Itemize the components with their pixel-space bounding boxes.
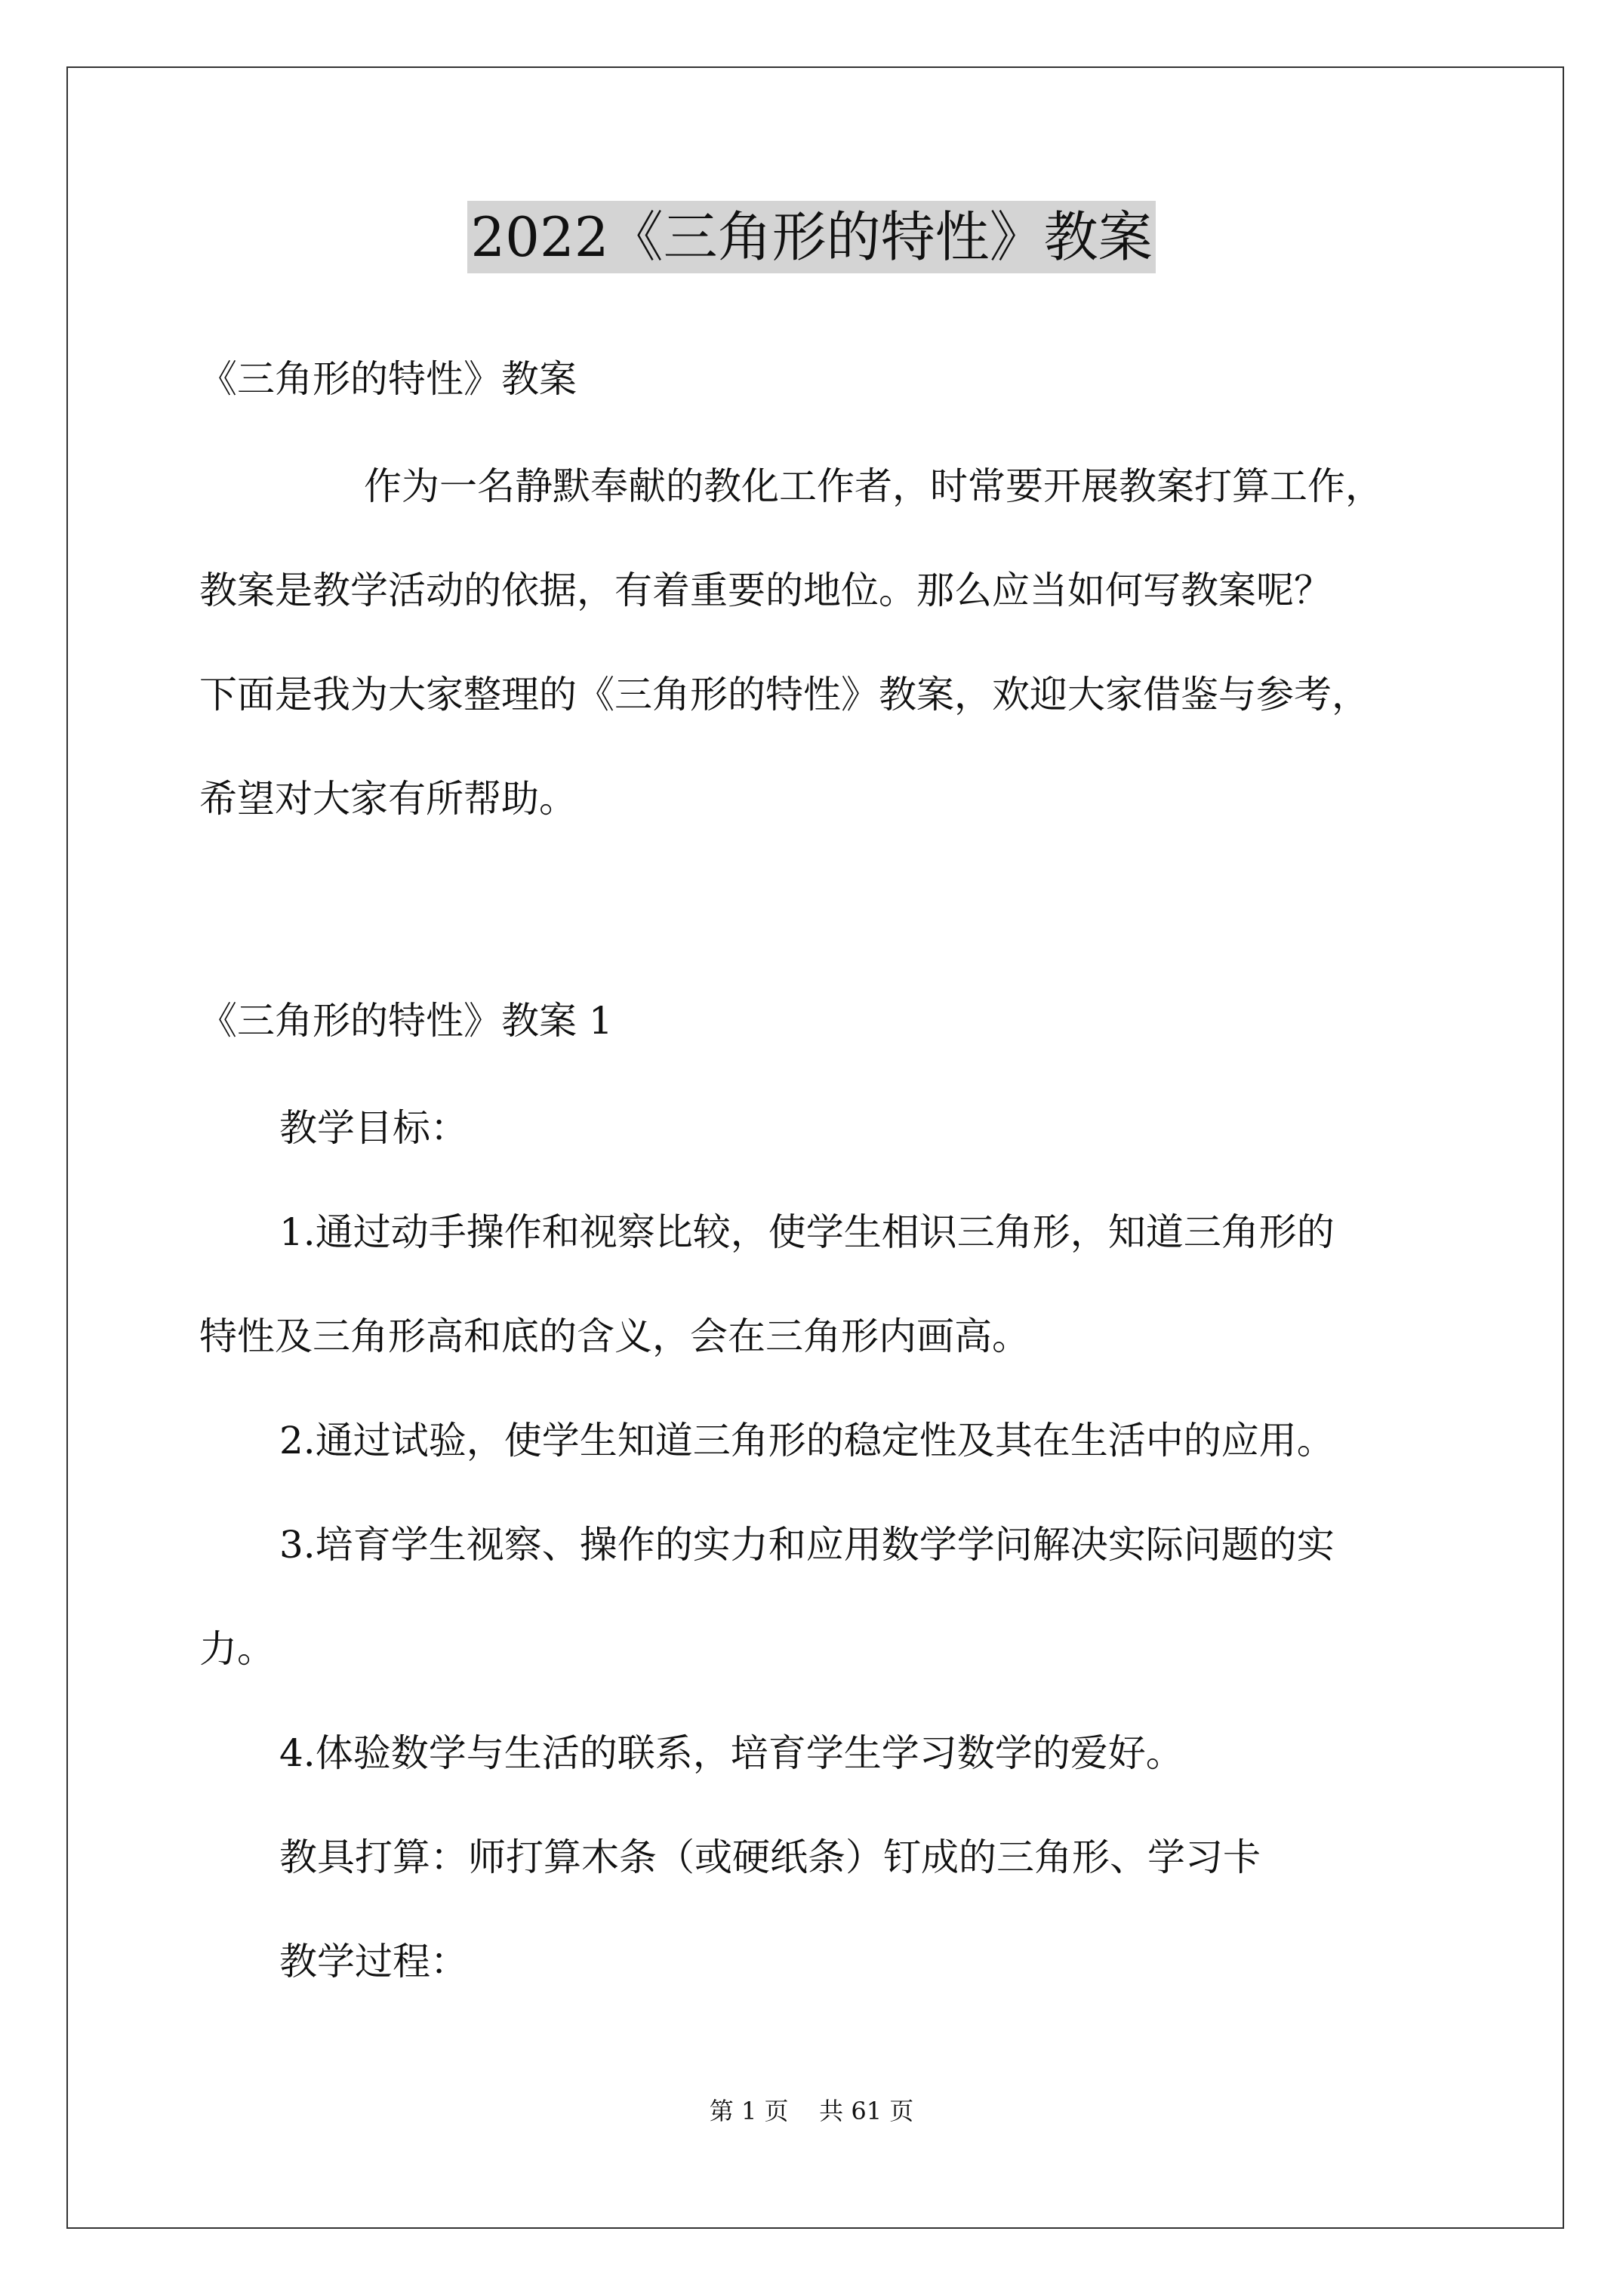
teaching-tools: 教具打算：师打算木条（或硬纸条）钉成的三角形、学习卡 (279, 1835, 1261, 1879)
page-number-footer: 第 1 页 共 61 页 (709, 2097, 914, 2125)
intro-line: 下面是我为大家整理的《三角形的特性》教案，欢迎大家借鉴与参考， (199, 673, 1369, 717)
section-heading: 《三角形的特性》教案 1 (199, 999, 613, 1043)
goal-4: 4.体验数学与生活的联系，培育学生学习数学的爱好。 (279, 1731, 1184, 1775)
process-label: 教学过程： (279, 1940, 468, 1983)
document-title: 2022《三角形的特性》教案 (467, 201, 1155, 273)
intro-line: 作为一名静默奉献的教化工作者，时常要开展教案打算工作， (364, 464, 1383, 508)
goal-3-line-1: 3.培育学生视察、操作的实力和应用数学学问解决实际问题的实 (279, 1523, 1335, 1567)
goal-3-line-2: 力。 (199, 1627, 275, 1671)
document-subtitle: 《三角形的特性》教案 (199, 357, 577, 401)
goals-label: 教学目标： (279, 1106, 468, 1150)
title-wrap (0, 201, 1623, 273)
goal-1-line-1: 1.通过动手操作和视察比较，使学生相识三角形，知道三角形的 (279, 1210, 1335, 1254)
goal-2: 2.通过试验，使学生知道三角形的稳定性及其在生活中的应用。 (279, 1419, 1335, 1462)
intro-line: 教案是教学活动的依据，有着重要的地位。那么应当如何写教案呢？ (199, 569, 1332, 612)
intro-line: 希望对大家有所帮助。 (199, 777, 577, 821)
goal-1-line-2: 特性及三角形高和底的含义，会在三角形内画高。 (199, 1314, 1030, 1358)
